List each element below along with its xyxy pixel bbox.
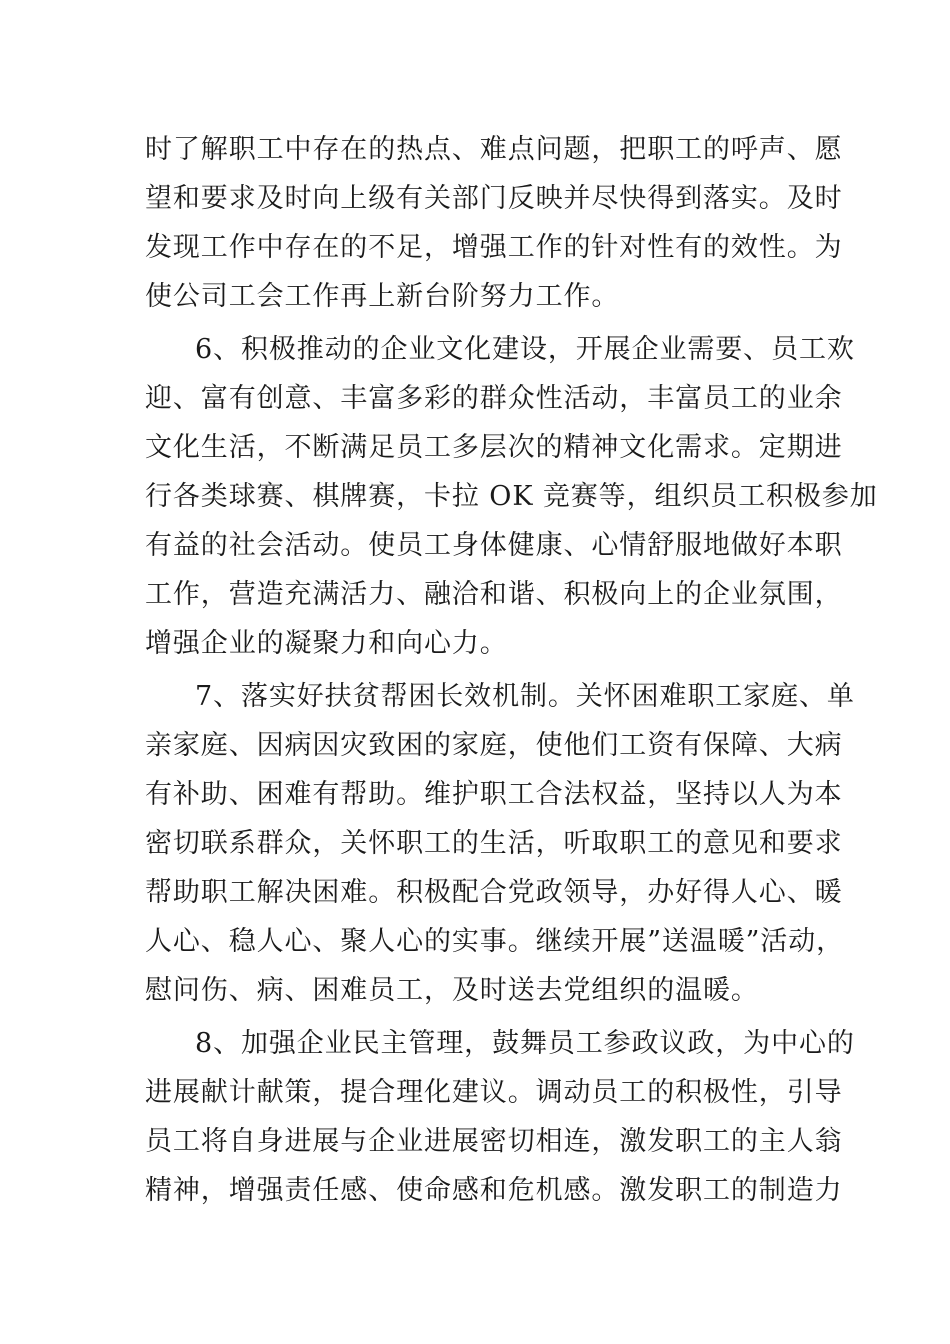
paragraph-6-line-3: 文化生活，不断满足员工多层次的精神文化需求。定期进 [145, 432, 843, 463]
paragraph-5-line-1: 时了解职工中存在的热点、难点问题，把职工的呼声、愿 [145, 134, 843, 165]
paragraph-8-line-2: 进展献计献策，提合理化建议。调动员工的积极性，引导 [145, 1077, 843, 1108]
paragraph-6-line-2: 迎、富有创意、丰富多彩的群众性活动，丰富员工的业余 [145, 383, 843, 414]
paragraph-7-line-4: 密切联系群众，关怀职工的生活，听取职工的意见和要求 [145, 828, 843, 859]
paragraph-5-line-4: 使公司工会工作再上新台阶努力工作。 [145, 281, 620, 312]
paragraph-8-line-3: 员工将自身进展与企业进展密切相连，激发职工的主人翁 [145, 1126, 843, 1157]
paragraph-6-line-6: 工作，营造充满活力、融洽和谐、积极向上的企业氛围， [145, 579, 843, 610]
paragraph-8-line-1: 8、加强企业民主管理，鼓舞员工参政议政，为中心的 [195, 1028, 855, 1059]
paragraph-8-line-4: 精神，增强责任感、使命感和危机感。激发职工的制造力 [145, 1175, 843, 1206]
paragraph-5-line-2: 望和要求及时向上级有关部门反映并尽快得到落实。及时 [145, 183, 843, 214]
paragraph-7-line-3: 有补助、困难有帮助。维护职工合法权益，坚持以人为本 [145, 779, 843, 810]
paragraph-6-line-1: 6、积极推动的企业文化建设，开展企业需要、员工欢 [195, 334, 855, 365]
paragraph-6-line-4: 行各类球赛、棋牌赛，卡拉 OK 竞赛等，组织员工积极参加 [145, 481, 878, 512]
paragraph-7-line-2: 亲家庭、因病因灾致困的家庭，使他们工资有保障、大病 [145, 730, 843, 761]
paragraph-7-line-7: 慰问伤、病、困难员工，及时送去党组织的温暖。 [145, 975, 759, 1006]
paragraph-6-line-5: 有益的社会活动。使员工身体健康、心情舒服地做好本职 [145, 530, 843, 561]
paragraph-7-line-1: 7、落实好扶贫帮困长效机制。关怀困难职工家庭、单 [195, 681, 855, 712]
paragraph-7-line-5: 帮助职工解决困难。积极配合党政领导，办好得人心、暖 [145, 877, 843, 908]
paragraph-6-line-7: 增强企业的凝聚力和向心力。 [145, 628, 508, 659]
paragraph-7-line-6: 人心、稳人心、聚人心的实事。继续开展”送温暖”活动， [145, 926, 845, 957]
paragraph-5-line-3: 发现工作中存在的不足，增强工作的针对性有的效性。为 [145, 232, 843, 263]
